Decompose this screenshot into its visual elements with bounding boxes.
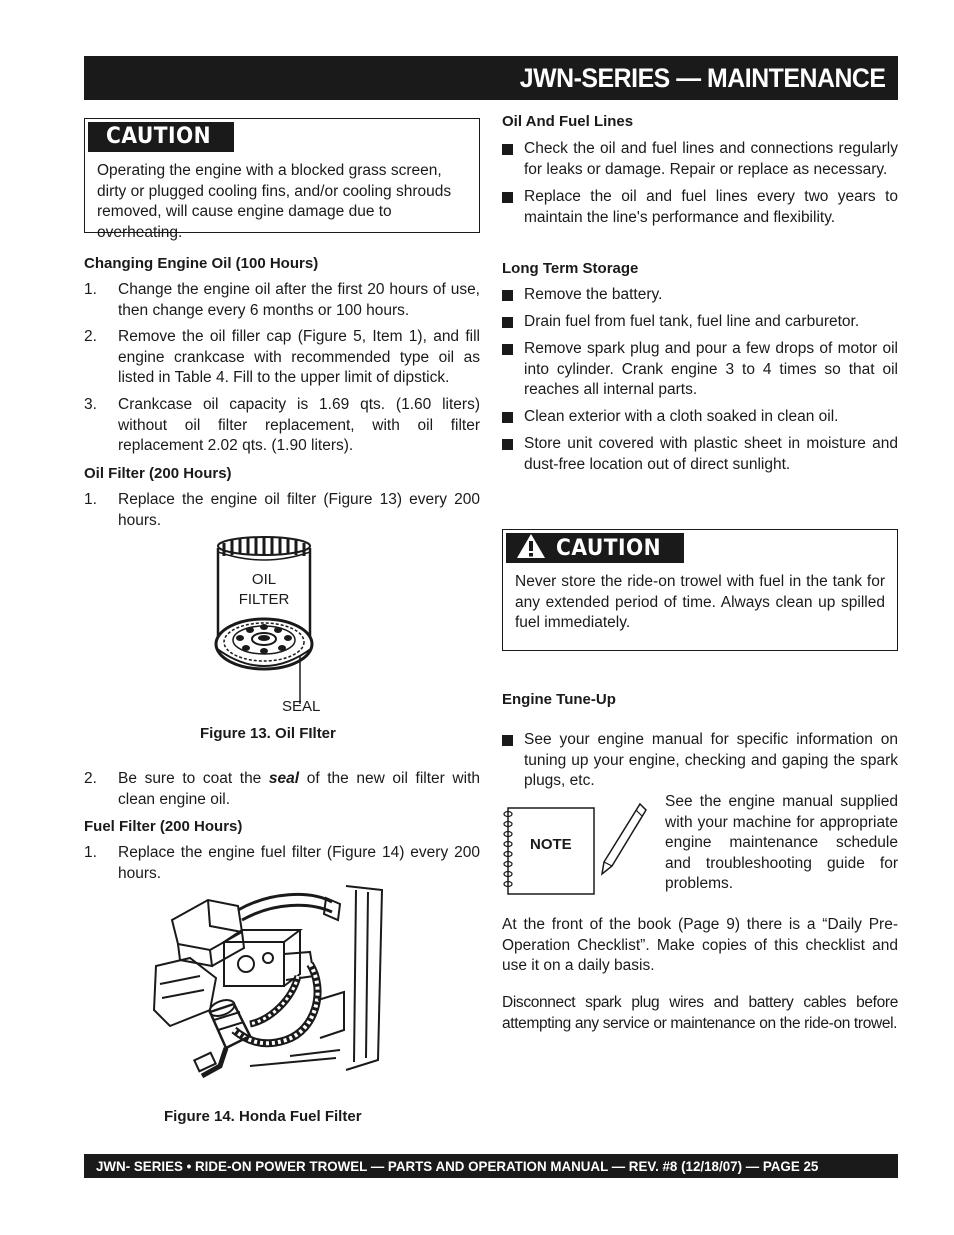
- notepad-pencil-icon: [502, 800, 652, 896]
- bullet-icon: [502, 344, 513, 355]
- note-callout: [502, 793, 898, 895]
- page-title: JWN-SERIES — MAINTENANCE: [520, 63, 886, 93]
- list-item: Drain fuel from fuel tank, fuel line and carburetor.: [502, 312, 898, 334]
- disconnect-paragraph: Disconnect spark plug wires and battery cables before attempting any service or maintenance on the ride-on trowel.: [502, 994, 898, 1032]
- list-item: 1. Replace the engine oil filter (Figure 13) every 200 hours.: [84, 491, 480, 529]
- header-bar: [84, 56, 898, 100]
- footer-bar: [84, 1154, 898, 1178]
- note-text: See the engine manual supplied with your machine for appropriate engine maintenance schedule and troubleshooting guide for problems.: [665, 793, 898, 892]
- list-item: Check the oil and fuel lines and connections regularly for leaks or damage. Repair or replace as necessary.: [502, 139, 898, 181]
- section-heading-fuel-filter: Fuel Filter (200 Hours): [84, 818, 243, 835]
- bullet-icon: [502, 412, 513, 423]
- list-item: 1. Change the engine oil after the first 20 hours of use, then change every 6 months or 100 hours.: [84, 281, 480, 319]
- seal-label: SEAL: [282, 698, 321, 715]
- filter-label: FILTER: [238, 591, 290, 608]
- list-item: Replace the oil and fuel lines every two years to maintain the line's performance and flexibility.: [502, 187, 898, 229]
- section-heading-engine-tune-up: Engine Tune-Up: [502, 691, 616, 708]
- caution-text: Operating the engine with a blocked grass screen, dirty or plugged cooling fins, and/or cooling shrouds removed, will cause engine damage due to overheating.: [97, 162, 452, 241]
- warning-triangle-icon: [516, 533, 546, 559]
- bullet-icon: [502, 192, 513, 203]
- checklist-paragraph: At the front of the book (Page 9) there is a “Daily Pre-Operation Checklist”. Make copies of this checklist and use it on a daily basis.: [502, 916, 898, 974]
- list-item: 2. Be sure to coat the seal of the new oil filter with clean engine oil.: [84, 770, 480, 808]
- bullet-icon: [502, 735, 513, 746]
- honda-fuel-filter-illustration: [150, 880, 394, 1080]
- bullet-icon: [502, 317, 513, 328]
- section-heading-oil-fuel-lines: Oil And Fuel Lines: [502, 113, 634, 130]
- bullet-icon: [502, 144, 513, 155]
- caution-box-overheating: [84, 118, 480, 241]
- oil-label: OIL: [251, 571, 277, 588]
- list-item: 3. Crankcase oil capacity is 1.69 qts. (1.60 liters) without oil filter replacement, with oil filter replacement 2.02 qts. (1.90 liters).: [84, 396, 480, 454]
- caution-label: CAUTION: [88, 122, 234, 152]
- bullet-icon: [502, 439, 513, 450]
- list-item: 1. Replace the engine fuel filter (Figure 14) every 200 hours.: [84, 844, 480, 882]
- list-item: 2. Remove the oil filler cap (Figure 5, Item 1), and fill engine crankcase with recommended type oil as listed in Table 4. Fill to the upper limit of dipstick.: [84, 328, 480, 386]
- section-heading-long-term-storage: Long Term Storage: [502, 260, 639, 277]
- note-label: NOTE: [530, 836, 572, 853]
- footer-text: JWN- SERIES • RIDE-ON POWER TROWEL — PARTS AND OPERATION MANUAL — REV. #8 (12/18/07) — PAGE 25: [96, 1158, 819, 1174]
- caution-box-fuel-storage: [502, 529, 898, 651]
- list-item: Remove the battery.: [502, 285, 898, 307]
- figure-14-caption: Figure 14. Honda Fuel Filter: [164, 1108, 362, 1125]
- caution-label: CAUTION: [506, 533, 684, 563]
- section-heading-oil-filter: Oil Filter (200 Hours): [84, 465, 232, 482]
- list-item: Remove spark plug and pour a few drops of motor oil into cylinder. Crank engine 3 to 4 times so that oil reaches all internal parts.: [502, 339, 898, 401]
- bullet-icon: [502, 290, 513, 301]
- section-heading-engine-oil: Changing Engine Oil (100 Hours): [84, 255, 319, 272]
- figure-13-caption: Figure 13. Oil FIlter: [200, 725, 336, 742]
- list-item: Clean exterior with a cloth soaked in clean oil.: [502, 407, 898, 429]
- list-item: Store unit covered with plastic sheet in moisture and dust-free location out of direct sunlight.: [502, 434, 898, 476]
- list-item: See your engine manual for specific information on tuning up your engine, checking and gaping the spark plugs, etc.: [502, 730, 898, 772]
- caution-text: Never store the ride-on trowel with fuel in the tank for any extended period of time. Always clean up spilled fuel immediately.: [515, 573, 885, 631]
- oil-filter-illustration: [210, 534, 340, 716]
